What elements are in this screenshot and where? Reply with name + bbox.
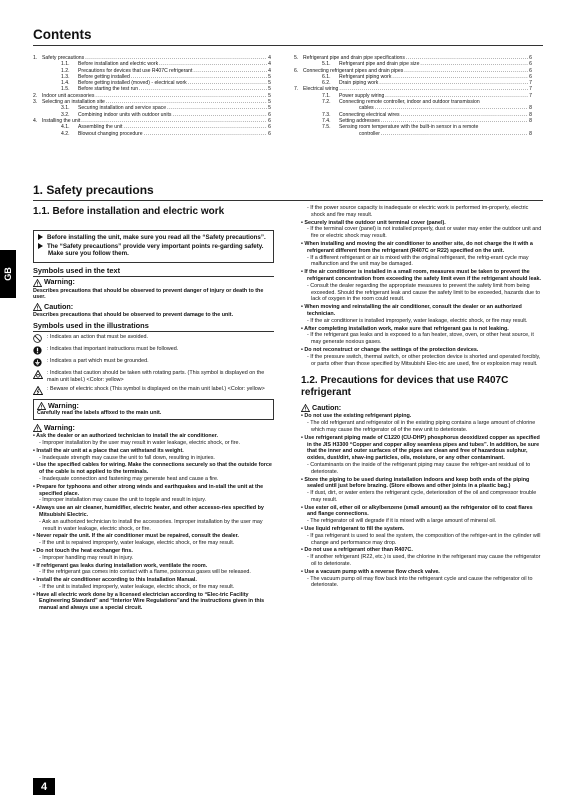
toc-page: 8 — [529, 105, 532, 112]
toc-page: 5 — [268, 99, 271, 106]
toc-page: 7 — [529, 80, 532, 87]
prohibited-icon — [33, 334, 42, 343]
section-heading: 1. Safety precautions — [33, 183, 154, 197]
bullet-item: • After completing installation work, make sure that refrigerant gas is not leaking. — [301, 325, 509, 332]
toc-page: 6 — [529, 61, 532, 68]
symbol-text: : Indicates that caution should be taken with rotating parts. (This symbol is displayed on the main unit label.) <Color: yellow> — [47, 369, 265, 383]
caution-triangle-icon — [33, 303, 42, 311]
symbol-row — [33, 334, 274, 343]
toc-text: Refrigerant pipe and drain pipe size — [339, 61, 420, 68]
bullet-item: • Always use an air cleaner, humidifier, electric heater, and other accesso-ries specified by Mitsubishi Electric. — [33, 505, 264, 518]
bullet-item: • Have all electric work done by a licensed electrician according to “Elec-tric Facility Engineering Standard” and “Interior Wire Regulations”and the instructions given in this manual and always use a special circuit. — [33, 591, 265, 612]
toc-number: 6.1. — [322, 73, 331, 80]
toc-text: Refrigerant pipe and drain pipe specifications — [303, 55, 405, 61]
bullet-detail: - If the power source capacity is inadequate or electric work is performed im-properly, electric shock and fire may result. — [307, 205, 529, 218]
warning-triangle-icon — [33, 424, 42, 432]
symbol-row — [33, 370, 274, 384]
caution-desc: Describes precautions that should be observed to prevent damage to the unit. — [33, 312, 234, 319]
arrow-icon — [38, 243, 43, 249]
toc-number: 1.1. — [61, 61, 70, 68]
arrow-icon — [38, 234, 43, 240]
highlight-item — [38, 234, 269, 242]
page-title: Contents — [33, 27, 92, 42]
toc-page: 5 — [268, 105, 271, 112]
toc-text: Sensing room temperature with the built-in sensor in a remote — [339, 124, 479, 131]
toc-page: 8 — [529, 130, 532, 137]
toc-text: Securing installation and service space — [78, 105, 167, 112]
toc-text: Blowout changing procedure — [78, 130, 143, 137]
toc-number: 7.3. — [322, 111, 331, 118]
warning-title — [33, 279, 274, 287]
toc-right — [294, 55, 532, 137]
toc-page: 5 — [268, 73, 271, 80]
bullet-detail: - If the unit is repaired improperly, water leakage, electric shock, or fire may result. — [39, 540, 235, 547]
toc-number: 5. — [294, 55, 299, 61]
bullet-detail: - If the unit is installed improperly, water leakage, electric shock, or fire may result. — [39, 583, 235, 590]
bullet-detail: - Contaminants on the inside of the refrigerant piping may cause the refriger-ant residual oil to deteriorate. — [307, 461, 531, 475]
bullet-item: • Prepare for typhoons and other strong winds and earthquakes and in-stall the unit at the specified place. — [33, 483, 264, 497]
bullet-item: • Do not reconstruct or change the settings of the protection devices. — [301, 346, 479, 353]
bullet-item: • Ask the dealer or an authorized technician to install the air conditioner. — [33, 433, 219, 440]
highlight-text-2: The “Safety precautions” provide very important points re-garding safety. Make sure you follow them. — [47, 242, 264, 258]
toc-text: Connecting electrical wires — [339, 111, 400, 118]
page-number: 4 — [33, 778, 55, 795]
bullet-detail: - Improper installation may cause the unit to topple and result in injury. — [39, 497, 207, 504]
toc-number: 7.4. — [322, 117, 331, 124]
toc-number: 4. — [33, 117, 38, 124]
toc-entry — [33, 131, 271, 137]
caution-list — [301, 413, 543, 589]
mandatory-icon — [33, 346, 42, 355]
symbol-text: : Indicates an action that must be avoided. — [47, 333, 148, 340]
bullet-item: • Store the piping to be used during installation indoors and keep both ends of the piping sealed until just before brazing. (Store elbows and other joints in a plastic bag.) — [301, 476, 530, 490]
bullet-item: • When moving and reinstalling the air conditioner, consult the dealer or an authorized technician. — [301, 304, 522, 317]
bullet-detail: - The vacuum pump oil may flow back into the refrigerant cycle and cause the refrigerator oil to deteriorate. — [307, 575, 533, 589]
toc-page: 6 — [529, 55, 532, 61]
toc-page: 5 — [268, 86, 271, 93]
warning-label: Warning: — [44, 277, 75, 287]
toc-page: 6 — [529, 73, 532, 80]
caution-title — [33, 303, 274, 311]
toc-number: 4.2. — [61, 130, 70, 137]
toc-text: Before getting installed — [78, 73, 130, 80]
bullet-item: • Use refrigerant piping made of C1220 (CU-DHP) phosphorus deoxidized copper as specified in the JIS H3300 “Copper and copper alloy seamless pipes and tubes”. In addition, be sure that the inner and outer surfaces of the pipes are clean and free of hazardous sulphur, oxides, dust/dirt, shav-ing particles, oils, moisture, or any other contaminant. — [301, 434, 540, 462]
bullet-item: • When installing and moving the air conditioner to another site, do not charge the it with a refrigerant different from the refrigerant (R407C or R22) specified on the unit. — [301, 240, 533, 254]
warning-list — [33, 433, 274, 612]
toc-number: 3.1. — [61, 105, 70, 112]
toc-number: 2. — [33, 92, 38, 99]
toc-text: Assembling the unit — [78, 124, 123, 131]
bullet-item: • Never repair the unit. If the air conditioner must be repaired, consult the dealer. — [33, 533, 239, 540]
toc-page: 6 — [529, 67, 532, 74]
toc-number: 7.5. — [322, 124, 331, 131]
bullet-item: • If refrigerant gas leaks during installation work, ventilate the room. — [33, 562, 208, 569]
bullet-item: • Do not touch the heat exchanger fins. — [33, 547, 133, 554]
caution-title — [301, 404, 543, 412]
toc-text: cables — [359, 105, 374, 112]
bullet-detail: - If dust, dirt, or water enters the refrigerant cycle, deterioration of the oil and compressor trouble may result. — [307, 490, 537, 503]
bullet-item: • Use a vacuum pump with a reverse flow check valve. — [301, 568, 440, 575]
bullet-item: • Use ester oil, ether oil or alkylbenzene (small amount) as the refrigerator oil to coat flares and flange connections. — [301, 504, 533, 518]
symbols-illustrations-heading: Symbols used in the illustrations — [33, 323, 274, 332]
toc-page: 6 — [268, 111, 271, 118]
toc-entry — [294, 131, 532, 137]
toc-number: 1. — [33, 55, 38, 61]
symbol-row — [33, 358, 274, 367]
toc-leader — [381, 131, 528, 137]
bullet-detail: - If the terminal cover (panel) is not installed properly, dust or water may enter the outdoor unit and fire or electric shock may result. — [307, 226, 542, 240]
toc-page: 4 — [268, 55, 271, 61]
bullet-item: • Securely install the outdoor unit terminal cover (panel). — [301, 219, 446, 226]
warning-triangle-icon — [33, 279, 42, 287]
toc-page: 6 — [268, 117, 271, 124]
toc-number: 1.2. — [61, 67, 70, 74]
toc-page: 5 — [268, 80, 271, 87]
bullet-detail: - Consult the dealer regarding the appropriate measures to prevent the safety limit from being exceeded. Should the refrigerant leak and cause the safety limit to be exceeded, hazards due to lack of oxygen in the room could result. — [307, 282, 540, 303]
toc-page: 7 — [529, 86, 532, 93]
bullet-detail: - The refrigerator oil will degrade if it is mixed with a large amount of mineral oil. — [307, 518, 497, 525]
highlight-box — [33, 230, 274, 263]
toc-page: 6 — [268, 124, 271, 131]
bullet-item: • Install the air unit at a place that can withstand its weight. — [33, 447, 184, 454]
bullet-item: • Use liquid refrigerant to fill the system. — [301, 526, 405, 533]
box-warning-title — [37, 402, 270, 410]
caution-triangle-icon — [301, 404, 310, 412]
toc-left — [33, 55, 271, 137]
toc-text: Safety precautions — [42, 55, 85, 61]
toc-page: 5 — [268, 92, 271, 99]
caution-label: Caution: — [312, 402, 342, 412]
toc-page: 4 — [268, 67, 271, 74]
bullet-item: • If the air conditioner is installed in a small room, measures must be taken to prevent the refrigerant concentration from exceeding the safety limit even if the refrigerant should leak. — [301, 269, 541, 282]
left-column — [33, 230, 274, 612]
symbol-row — [33, 386, 274, 395]
toc-text: Before installation and electric work — [78, 61, 159, 68]
toc-text: Setting addresses — [339, 117, 380, 124]
bullet-detail: - If the refrigerant gas leaks and is exposed to a fan heater, stove, oven, or other heat source, it may generate noxious gases. — [307, 332, 534, 346]
language-tab-label: GB — [3, 267, 13, 281]
bullet-detail: - If another refrigerant (R22, etc.) is used, the chlorine in the refrigerant may cause the refrigerator oil to deteriorate. — [307, 554, 541, 568]
bullet-detail: - Improper handling may result in injury. — [39, 554, 134, 561]
warning-list-continued — [301, 205, 543, 367]
toc-text: Before getting installed (moved) - electrical work — [78, 80, 187, 87]
bullet-item: • Do not use a refrigerant other than R407C. — [301, 547, 413, 554]
bullet-detail: - If gas refrigerant is used to seal the system, the composition of the refriger-ant in the cylinder will change and performance may drop. — [307, 532, 541, 546]
toc-page: 4 — [268, 61, 271, 68]
toc-text: Power supply wiring — [339, 92, 385, 99]
toc-text: controller — [359, 130, 380, 137]
bullet-detail: - Inadequate strength may cause the unit to fall down, resulting in injuries. — [39, 454, 215, 461]
bullet-item: • Do not use the existing refrigerant piping. — [301, 413, 412, 420]
right-column — [301, 205, 543, 589]
rotating-parts-icon — [33, 370, 43, 379]
symbols-text-heading: Symbols used in the text — [33, 268, 274, 277]
toc-text: Combining indoor units with outdoor units — [78, 111, 172, 118]
toc-number — [350, 131, 359, 137]
toc-number: 7.1. — [322, 92, 331, 99]
toc-number: 3.2. — [61, 111, 70, 118]
box-warning-label: Warning: — [48, 400, 79, 410]
bullet-item: • Install the air conditioner according to this Installation Manual. — [33, 577, 197, 584]
toc-number: 1.4. — [61, 80, 70, 87]
symbol-text: : Beware of electric shock (This symbol is displayed on the main unit label.) <Color: yellow> — [47, 386, 265, 393]
toc-number: 6. — [294, 67, 299, 74]
caution-label: Caution: — [44, 301, 74, 311]
bullet-detail: - If the air conditioner is installed improperly, water leakage, electric shock, or fire may result. — [307, 317, 528, 324]
warning2-title — [33, 424, 274, 432]
toc-number: 7.2. — [322, 99, 331, 106]
bullet-item: • Use the specified cables for wiring. Make the connections securely so that the outside force of the cable is not applied to the terminals. — [33, 462, 272, 476]
toc-text: Refrigerant piping work — [339, 73, 392, 80]
toc-page: 6 — [268, 130, 271, 137]
language-tab — [0, 250, 16, 298]
electric-shock-icon — [33, 386, 43, 395]
symbol-text: : Indicates that important instructions must be followed. — [47, 345, 179, 352]
toc-text: Precautions for devices that use R407C refrigerant — [78, 67, 193, 74]
bullet-detail: - Inadequate connection and fastening may generate heat and cause a fire. — [39, 475, 219, 482]
bullet-detail: - If the pressure switch, thermal switch, or other protection device is shorted and operated forcibly, or parts other than those specified by Mitsubishi Elec-tric are used, fire or explosion may result. — [307, 353, 541, 367]
highlight-item — [38, 243, 269, 258]
section-rule — [33, 200, 543, 201]
toc-number: 5.1. — [322, 61, 331, 68]
warning2-label: Warning: — [44, 422, 75, 432]
bullet-detail: - Ask an authorized technician to install the accessories. Improper installation by the user may result in water leakage, electric shock, or fire. — [39, 518, 263, 532]
highlight-text-1: Before installing the unit, make sure you read all the “Safety precautions”. — [47, 234, 266, 241]
subsection-heading-1-2: 1.2. Precautions for devices that use R407C refrigerant — [301, 375, 509, 399]
toc-page: 7 — [529, 92, 532, 99]
toc-text: Connecting remote controller, indoor and outdoor transmission — [339, 99, 480, 106]
toc-number: 1.5. — [61, 86, 70, 93]
bullet-detail: - Improper installation by the user may result in water leakage, electric shock, or fire. — [39, 439, 241, 446]
box-warning-text: Carefully read the labels affixed to the main unit. — [37, 410, 162, 417]
toc-page: 8 — [529, 117, 532, 124]
toc-text: Drain piping work — [339, 80, 379, 87]
warning-triangle-icon — [37, 402, 46, 410]
bullet-detail: - If the refrigerant gas comes into contact with a flame, poisonous gases will be released. — [39, 569, 251, 576]
toc-number: 4.1. — [61, 124, 70, 131]
bullet-detail: - The old refrigerant and refrigerator oil in the existing piping contains a large amount of chlorine which may cause the refrigerator oil of the new unit to deteriorate. — [307, 420, 536, 433]
toc-text: Indoor unit accessories — [42, 92, 95, 99]
title-rule — [33, 45, 543, 46]
toc-text: Installing the unit — [42, 117, 81, 124]
subsection-heading-1-1: 1.1. Before installation and electric work — [33, 206, 225, 217]
toc-number: 3. — [33, 99, 38, 106]
toc-page: 8 — [529, 111, 532, 118]
ground-icon — [33, 358, 42, 367]
toc-leader — [144, 131, 268, 137]
warning-desc: Describes precautions that should be observed to prevent danger of injury or death to the user. — [33, 287, 264, 301]
symbol-row — [33, 346, 274, 355]
bullet-detail: - If a different refrigerant or air is mixed with the original refrigerant, the refrig-erant cycle may malfunction and the unit may be damaged. — [307, 254, 529, 268]
toc-number: 6.2. — [322, 80, 331, 87]
symbol-text: : Indicates a part which must be grounded. — [47, 357, 149, 364]
toc-text: Selecting an installation site — [42, 99, 105, 106]
toc-text: Connecting refrigerant pipes and drain pipes — [303, 67, 404, 74]
toc-number: 1.3. — [61, 73, 70, 80]
toc-number: 7. — [294, 86, 299, 93]
labels-warning-box — [33, 399, 274, 420]
toc-text: Electrical wiring — [303, 86, 339, 93]
toc-text: Before starting the test run — [78, 86, 139, 93]
